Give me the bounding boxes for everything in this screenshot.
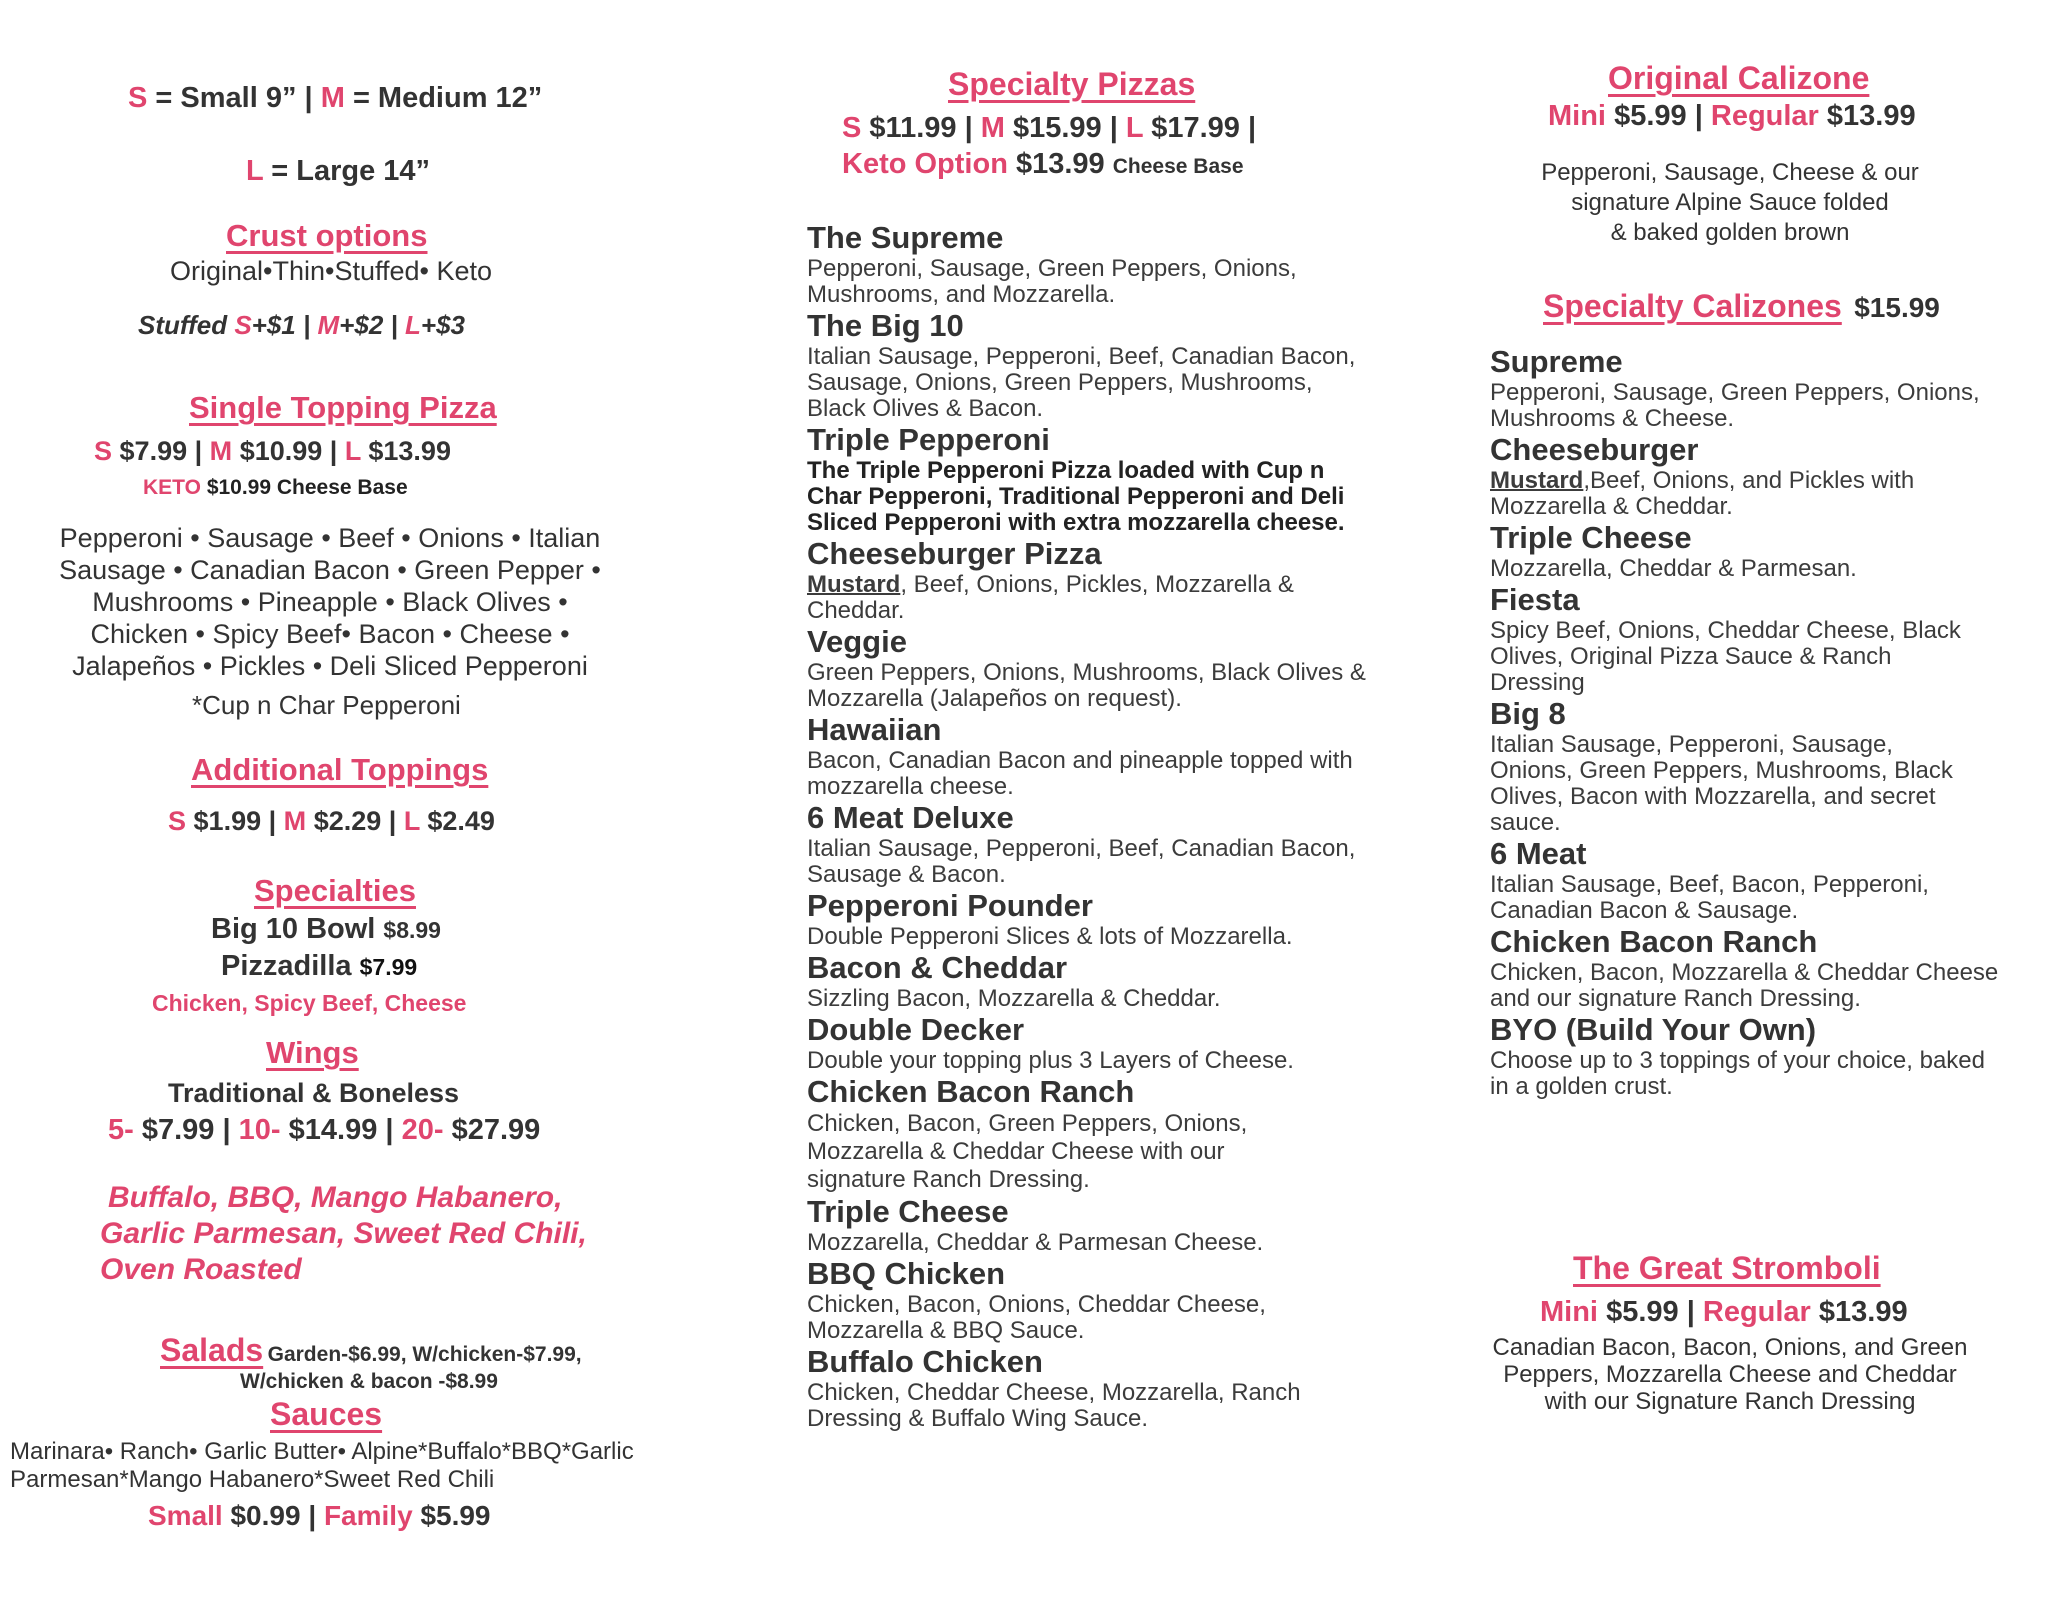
calzone-item [1490, 924, 2000, 1012]
pizza-desc: The Triple Pepperoni Pizza loaded with Cup n Char Pepperoni, Traditional Pepperoni and Deli Sliced Pepperoni with extra mozzarella cheese. [807, 457, 1345, 536]
calzone-name: Triple Cheese [1490, 520, 1692, 555]
pizza-name: Hawaiian [807, 712, 942, 747]
calzone-item [1490, 836, 2000, 924]
crust-options-list: Original•Thin•Stuffed• Keto [170, 256, 493, 286]
pizza-name: Veggie [807, 624, 907, 659]
calzone-name: Chicken Bacon Ranch [1490, 924, 1818, 959]
pizza-item [807, 1256, 1367, 1344]
topping-line: Jalapeños • Pickles • Deli Sliced Pepperoni [72, 651, 588, 681]
pizza-item [807, 220, 1367, 308]
sauces-list: Marinara• Ranch• Garlic Butter• Alpine*Buffalo*BBQ*Garlic Parmesan*Mango Habanero*Sweet Red Chili [10, 1438, 634, 1493]
crust-options-title: Crust options [226, 218, 428, 253]
pizza-item [807, 624, 1367, 712]
pizza-item [807, 536, 1367, 624]
pizza-name: Triple Cheese [807, 1194, 1009, 1229]
pizza-desc: Mozzarella, Cheddar & Parmesan Cheese. [807, 1229, 1264, 1256]
pizza-item [807, 800, 1367, 888]
topping-line: Pepperoni • Sausage • Beef • Onions • Italian [59, 523, 601, 553]
stromboli-desc: Canadian Bacon, Bacon, Onions, and Green Peppers, Mozzarella Cheese and Cheddar with our Signature Ranch Dressing [1492, 1334, 1968, 1415]
keto-option: Keto Option $13.99 Cheese Base [842, 148, 1244, 180]
calzone-item [1490, 520, 2000, 582]
topping-line: Sausage • Canadian Bacon • Green Pepper • [59, 555, 601, 585]
pizza-item [807, 308, 1367, 422]
pizza-desc: Chicken, Cheddar Cheese, Mozzarella, Ranch Dressing & Buffalo Wing Sauce. [807, 1379, 1301, 1432]
pizza-item [807, 1344, 1367, 1432]
mustard-word: Mustard [807, 571, 901, 598]
salads-prices-1: Garden-$6.99, W/chicken-$7.99, [267, 1343, 582, 1366]
original-calzone-title: Original Calizone [1608, 60, 1870, 96]
pizza-desc: Double Pepperoni Slices & lots of Mozzarella. [807, 923, 1293, 950]
calzone-desc: Mozzarella, Cheddar & Parmesan. [1490, 555, 1857, 582]
pizza-item [807, 950, 1367, 1012]
single-topping-title: Single Topping Pizza [189, 390, 497, 425]
pizza-item [807, 1074, 1367, 1194]
wings-prices: 5- $7.99 | 10- $14.99 | 20- $27.99 [108, 1114, 541, 1146]
sauces-prices: Small $0.99 | Family $5.99 [148, 1500, 491, 1531]
specialty-calzones-title: Specialty Calizones [1543, 288, 1842, 324]
calzone-name: BYO (Build Your Own) [1490, 1012, 1817, 1047]
pizzadilla-options: Chicken, Spicy Beef, Cheese [152, 990, 467, 1016]
pizza-desc: Sizzling Bacon, Mozzarella & Cheddar. [807, 985, 1221, 1012]
big-10-bowl: Big 10 Bowl $8.99 [211, 913, 441, 945]
pizza-name: 6 Meat Deluxe [807, 800, 1014, 835]
pizza-item [807, 1194, 1367, 1256]
specialty-pizzas-title: Specialty Pizzas [948, 66, 1196, 102]
original-calzone-prices: Mini $5.99 | Regular $13.99 [1548, 100, 1916, 132]
pizza-desc: Bacon, Canadian Bacon and pineapple topped with mozzarella cheese. [807, 747, 1353, 800]
specialty-calzone-list [1490, 344, 2000, 1100]
topping-line: Chicken • Spicy Beef• Bacon • Cheese • [90, 619, 570, 649]
calzone-desc: Chicken, Bacon, Mozzarella & Cheddar Cheese and our signature Ranch Dressing. [1490, 959, 1999, 1012]
topping-line: Mushrooms • Pineapple • Black Olives • [92, 587, 568, 617]
calzone-name: Big 8 [1490, 696, 1566, 731]
calzone-item [1490, 344, 2000, 432]
original-calzone-desc: Pepperoni, Sausage, Cheese & our signature Alpine Sauce folded & baked golden brown [1541, 159, 1919, 246]
pizza-desc: Italian Sausage, Pepperoni, Beef, Canadian Bacon, Sausage & Bacon. [807, 835, 1356, 888]
stromboli-prices: Mini $5.99 | Regular $13.99 [1540, 1296, 1908, 1328]
pizza-name: Cheeseburger Pizza [807, 536, 1102, 571]
pizza-desc: Chicken, Bacon, Green Peppers, Onions, Mozzarella & Cheddar Cheese with our signature Ranch Dressing. [807, 1110, 1248, 1193]
calzone-desc: Mustard,Beef, Onions, and Pickles with Mozzarella & Cheddar. [1490, 467, 1915, 520]
cup-n-char-note: *Cup n Char Pepperoni [192, 690, 461, 720]
calzone-desc: Choose up to 3 toppings of your choice, baked in a golden crust. [1490, 1047, 1985, 1100]
keto-price: KETO $10.99 Cheese Base [143, 476, 408, 499]
stuffed-crust-prices: Stuffed S+$1 | M+$2 | L+$3 [138, 310, 466, 340]
calzone-desc: Pepperoni, Sausage, Green Peppers, Onions, Mushrooms & Cheese. [1490, 379, 1980, 432]
pizza-name: Buffalo Chicken [807, 1344, 1043, 1379]
pizza-name: The Big 10 [807, 308, 964, 343]
calzone-desc: Italian Sausage, Pepperoni, Sausage, Onions, Green Peppers, Mushrooms, Black Olives, Bacon with Mozzarella, and secret sauce. [1490, 731, 1953, 836]
pizza-name: Pepperoni Pounder [807, 888, 1093, 923]
calzone-desc: Italian Sausage, Beef, Bacon, Pepperoni, Canadian Bacon & Sausage. [1490, 871, 1929, 924]
pizza-item [807, 1012, 1367, 1074]
salads-prices-2: W/chicken & bacon -$8.99 [240, 1370, 498, 1393]
calzone-name: Supreme [1490, 344, 1623, 379]
pizza-name: Chicken Bacon Ranch [807, 1074, 1135, 1109]
size-large: L = Large 14” [246, 155, 431, 187]
additional-toppings-prices: S $1.99 | M $2.29 | L $2.49 [168, 806, 495, 836]
pizza-name: Bacon & Cheddar [807, 950, 1068, 985]
calzone-item [1490, 696, 2000, 836]
calzone-item [1490, 432, 2000, 520]
wings-title: Wings [266, 1035, 359, 1070]
mustard-word: Mustard [1490, 467, 1584, 494]
wings-types: Traditional & Boneless [168, 1078, 460, 1108]
pizza-item [807, 712, 1367, 800]
calzone-desc: Spicy Beef, Onions, Cheddar Cheese, Black Olives, Original Pizza Sauce & Ranch Dressing [1490, 617, 1961, 696]
topping-list [40, 522, 620, 682]
size-small-medium: S = Small 9” | M = Medium 12” [128, 82, 543, 114]
single-topping-prices: S $7.99 | M $10.99 | L $13.99 [94, 436, 451, 466]
pizza-name: Double Decker [807, 1012, 1025, 1047]
calzone-item [1490, 1012, 2000, 1100]
calzone-name: 6 Meat [1490, 836, 1587, 871]
pizzadilla: Pizzadilla $7.99 [221, 950, 418, 982]
pizza-desc: Pepperoni, Sausage, Green Peppers, Onions, Mushrooms, and Mozzarella. [807, 255, 1297, 308]
pizza-desc: Double your topping plus 3 Layers of Cheese. [807, 1047, 1294, 1074]
salads-line [160, 1332, 582, 1369]
specialty-pizza-list [807, 220, 1367, 1432]
specialty-calzones-header [1543, 288, 1940, 325]
specialties-title: Specialties [254, 873, 416, 908]
stromboli-title: The Great Stromboli [1573, 1250, 1881, 1286]
pizza-name: The Supreme [807, 220, 1004, 255]
specialty-calzones-price: $15.99 [1854, 292, 1940, 323]
pizza-name: Triple Pepperoni [807, 422, 1050, 457]
additional-toppings-title: Additional Toppings [191, 752, 489, 787]
sauces-title: Sauces [270, 1396, 383, 1432]
wing-flavors: Buffalo, BBQ, Mango Habanero, Garlic Parmesan, Sweet Red Chili, Oven Roasted [100, 1181, 587, 1286]
calzone-name: Fiesta [1490, 582, 1580, 617]
salads-title: Salads [160, 1332, 264, 1368]
calzone-item [1490, 582, 2000, 696]
pizza-item [807, 422, 1367, 536]
pizza-desc: Chicken, Bacon, Onions, Cheddar Cheese, Mozzarella & BBQ Sauce. [807, 1291, 1266, 1344]
pizza-name: BBQ Chicken [807, 1256, 1006, 1291]
pizza-desc: Mustard, Beef, Onions, Pickles, Mozzarella & Cheddar. [807, 571, 1294, 624]
pizza-desc: Green Peppers, Onions, Mushrooms, Black Olives & Mozzarella (Jalapeños on request). [807, 659, 1366, 712]
specialty-pizzas-prices: S $11.99 | M $15.99 | L $17.99 | [842, 112, 1257, 144]
pizza-item [807, 888, 1367, 950]
calzone-name: Cheeseburger [1490, 432, 1699, 467]
pizza-desc: Italian Sausage, Pepperoni, Beef, Canadian Bacon, Sausage, Onions, Green Peppers, Mushrooms, Black Olives & Bacon. [807, 343, 1356, 422]
